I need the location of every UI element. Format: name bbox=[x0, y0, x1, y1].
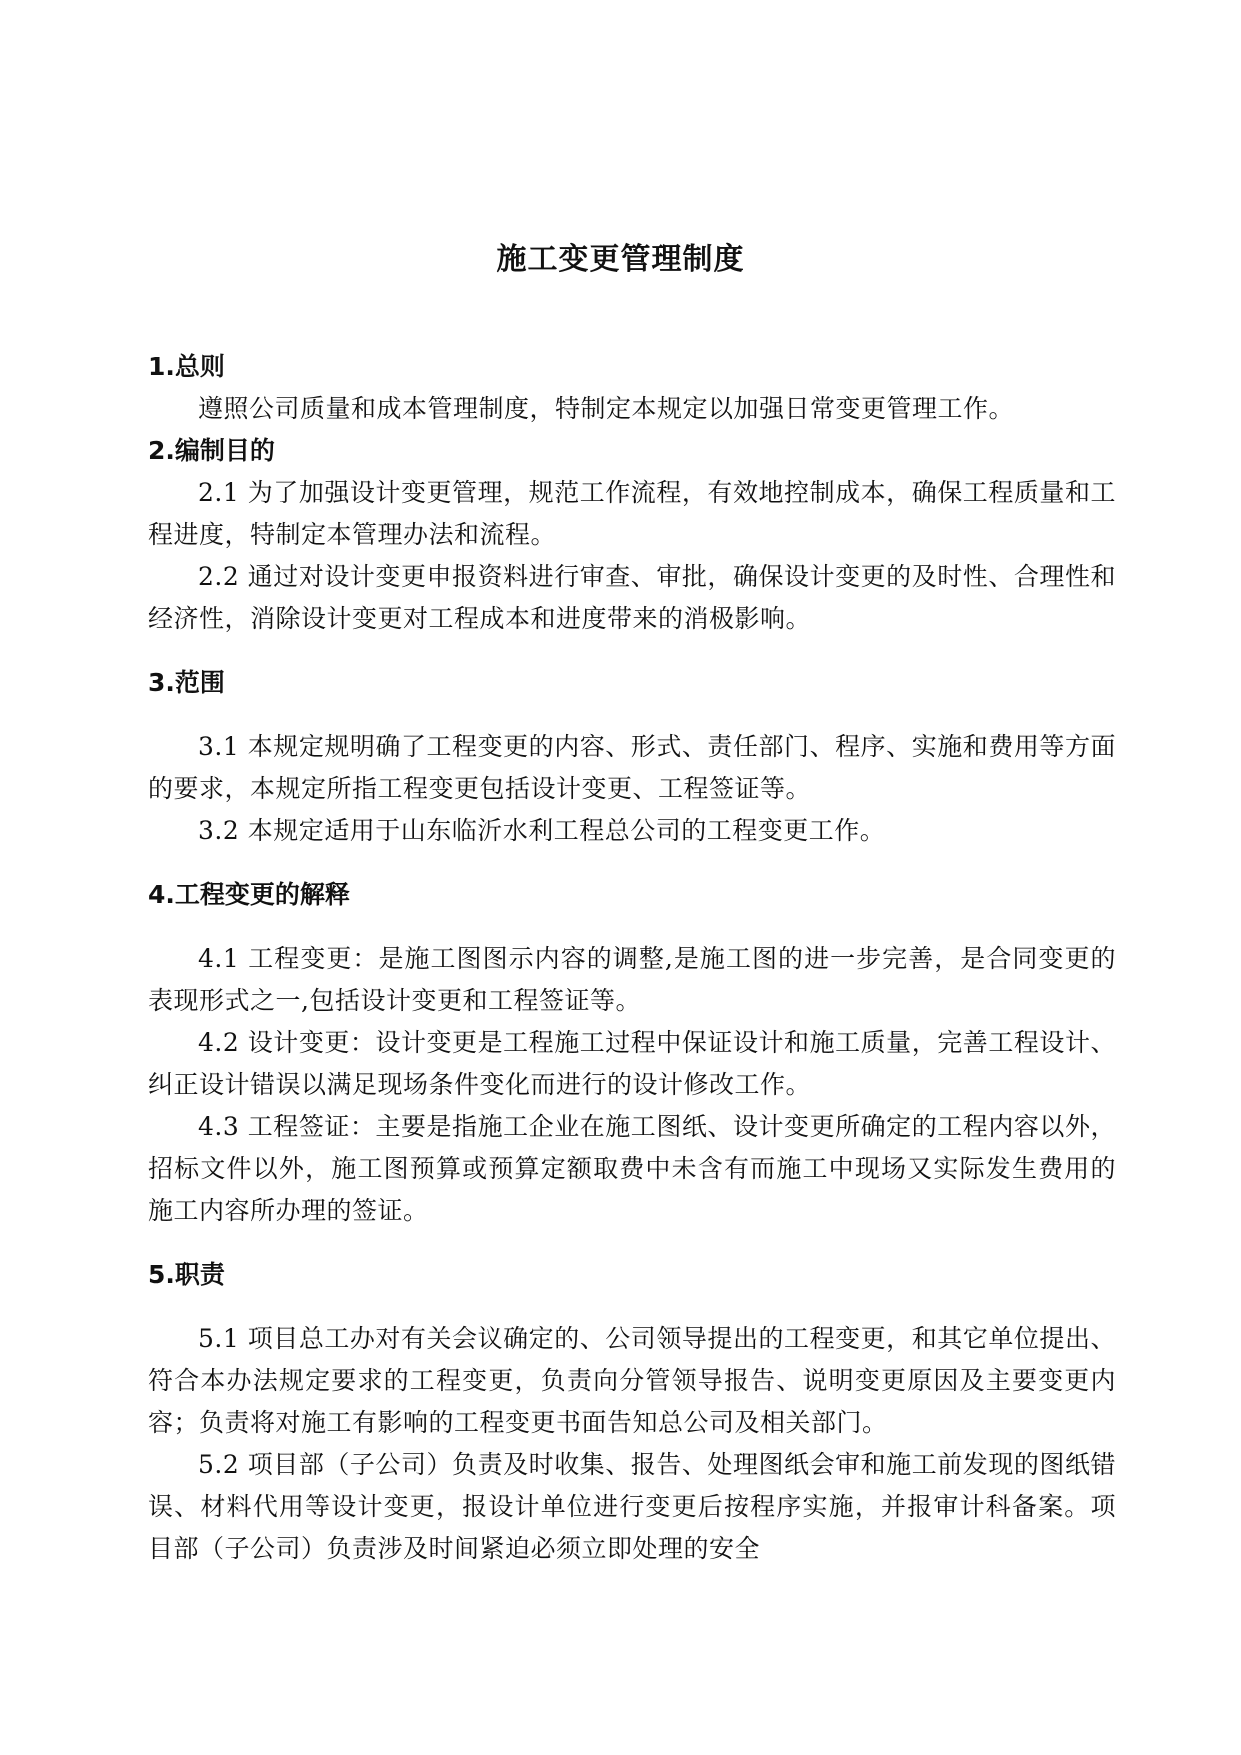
section-heading: 4.工程变更的解释 bbox=[148, 880, 350, 909]
section-purpose bbox=[148, 430, 1116, 640]
section-change-definitions bbox=[148, 874, 1116, 1232]
section-heading: 2.编制目的 bbox=[148, 436, 275, 465]
paragraph: 2.1 为了加强设计变更管理，规范工作流程，有效地控制成本，确保工程质量和工程进度，特制定本管理办法和流程。 bbox=[148, 478, 1116, 549]
paragraph: 3.1 本规定规明确了工程变更的内容、形式、责任部门、程序、实施和费用等方面的要求，本规定所指工程变更包括设计变更、工程签证等。 bbox=[148, 732, 1116, 803]
paragraph: 5.2 项目部（子公司）负责及时收集、报告、处理图纸会审和施工前发现的图纸错误、材料代用等设计变更，报设计单位进行变更后按程序实施，并报审计科备案。项目部（子公司）负责涉及时间紧迫必须立即处理的安全 bbox=[148, 1450, 1116, 1563]
paragraph: 4.3 工程签证：主要是指施工企业在施工图纸、设计变更所确定的工程内容以外，招标文件以外，施工图预算或预算定额取费中未含有而施工中现场又实际发生费用的施工内容所办理的签证。 bbox=[148, 1112, 1116, 1225]
page-title: 施工变更管理制度 bbox=[496, 242, 745, 277]
paragraph: 4.1 工程变更：是施工图图示内容的调整,是施工图的进一步完善，是合同变更的表现形式之一,包括设计变更和工程签证等。 bbox=[148, 944, 1116, 1015]
paragraph: 2.2 通过对设计变更申报资料进行审查、审批，确保设计变更的及时性、合理性和经济性，消除设计变更对工程成本和进度带来的消极影响。 bbox=[148, 562, 1116, 633]
section-heading: 1.总则 bbox=[148, 352, 225, 381]
paragraph: 5.1 项目总工办对有关会议确定的、公司领导提出的工程变更，和其它单位提出、符合本办法规定要求的工程变更，负责向分管领导报告、说明变更原因及主要变更内容；负责将对施工有影响的工程变更书面告知总公司及相关部门。 bbox=[148, 1324, 1116, 1437]
section-heading: 3.范围 bbox=[148, 668, 225, 697]
section-heading: 5.职责 bbox=[148, 1260, 225, 1289]
section-general bbox=[148, 346, 1116, 430]
document-body bbox=[148, 346, 1116, 1570]
section-responsibilities bbox=[148, 1254, 1116, 1570]
paragraph: 4.2 设计变更：设计变更是工程施工过程中保证设计和施工质量，完善工程设计、纠正设计错误以满足现场条件变化而进行的设计修改工作。 bbox=[148, 1028, 1116, 1099]
section-scope bbox=[148, 662, 1116, 852]
paragraph: 3.2 本规定适用于山东临沂水利工程总公司的工程变更工作。 bbox=[198, 816, 886, 845]
paragraph: 遵照公司质量和成本管理制度，特制定本规定以加强日常变更管理工作。 bbox=[198, 394, 1015, 423]
